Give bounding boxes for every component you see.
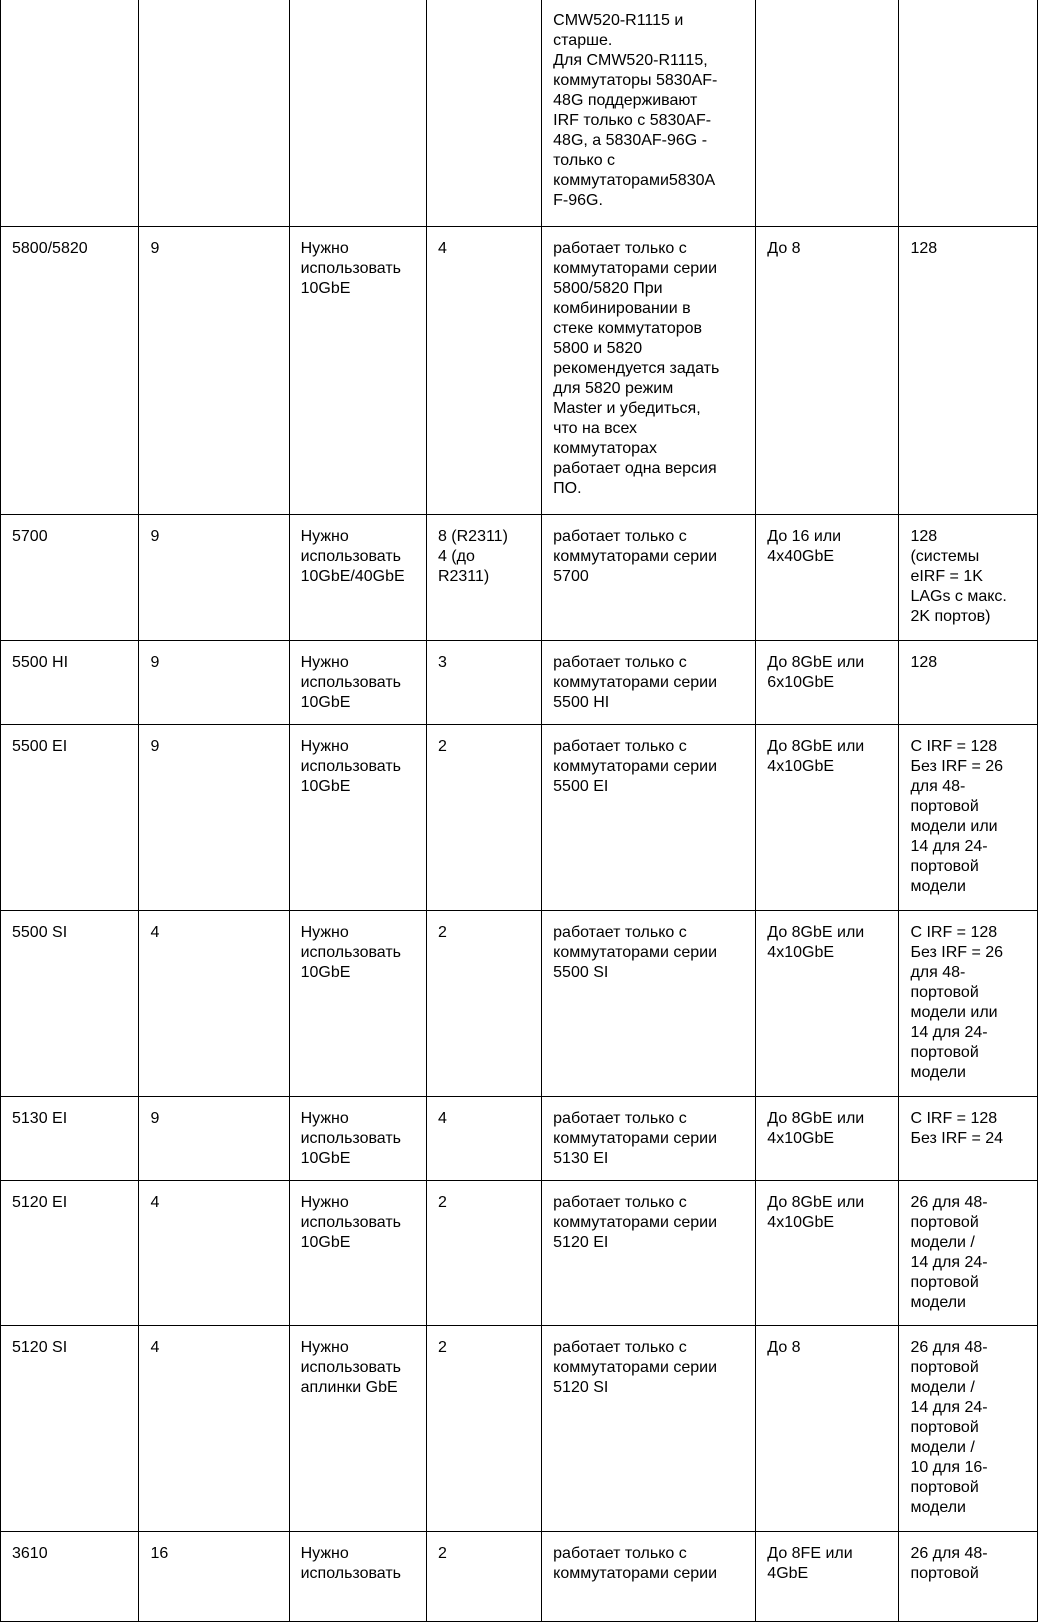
model-cell: 5120 EI — [1, 1181, 139, 1326]
connection-cell: Нужно использовать аплинки GbE — [289, 1326, 426, 1532]
table-row — [1, 1181, 1038, 1326]
ports-cell: До 8GbE или 4x10GbE — [756, 1097, 899, 1181]
lag-cell: С IRF = 128 Без IRF = 26 для 48- портовой модели или 14 для 24- портовой модели — [899, 911, 1038, 1097]
stack-size-cell — [139, 0, 289, 227]
table-row — [1, 515, 1038, 641]
connection-cell — [289, 0, 426, 227]
lag-cell — [899, 0, 1038, 227]
table-row — [1, 1097, 1038, 1181]
stack-size-cell: 9 — [139, 515, 289, 641]
compatibility-cell: работает только с коммутаторами серии 5120 EI — [542, 1181, 756, 1326]
stack-size-cell: 9 — [139, 725, 289, 911]
ports-cell: До 8FE или 4GbE — [756, 1532, 899, 1622]
stack-size-cell: 16 — [139, 1532, 289, 1622]
stack-size-cell: 4 — [139, 911, 289, 1097]
value4-cell: 2 — [426, 1326, 541, 1532]
compatibility-cell: работает только с коммутаторами серии 5800/5820 При комбинировании в стеке коммутаторов 5800 и 5820 рекомендуется задать для 5820 режим Master и убедиться, что на всех коммутаторах работает одна версия ПО. — [542, 227, 756, 515]
table-row — [1, 227, 1038, 515]
table-row — [1, 641, 1038, 725]
stack-size-cell: 9 — [139, 227, 289, 515]
ports-cell: До 8GbE или 4x10GbE — [756, 1181, 899, 1326]
value4-cell: 2 — [426, 911, 541, 1097]
ports-cell: До 16 или 4x40GbE — [756, 515, 899, 641]
connection-cell: Нужно использовать 10GbE — [289, 911, 426, 1097]
model-cell: 5500 SI — [1, 911, 139, 1097]
lag-cell: С IRF = 128 Без IRF = 24 — [899, 1097, 1038, 1181]
ports-cell: До 8GbE или 4x10GbE — [756, 911, 899, 1097]
connection-cell: Нужно использовать 10GbE — [289, 1097, 426, 1181]
model-cell: 3610 — [1, 1532, 139, 1622]
stack-size-cell: 4 — [139, 1326, 289, 1532]
table-row — [1, 1532, 1038, 1622]
model-cell — [1, 0, 139, 227]
ports-cell: До 8 — [756, 1326, 899, 1532]
model-cell: 5130 EI — [1, 1097, 139, 1181]
lag-cell: 26 для 48- портовой модели / 14 для 24- портовой модели — [899, 1181, 1038, 1326]
model-cell: 5800/5820 — [1, 227, 139, 515]
value4-cell: 4 — [426, 227, 541, 515]
connection-cell: Нужно использовать 10GbE — [289, 725, 426, 911]
connection-cell: Нужно использовать 10GbE — [289, 641, 426, 725]
stack-size-cell: 9 — [139, 641, 289, 725]
lag-cell: С IRF = 128 Без IRF = 26 для 48- портовой модели или 14 для 24- портовой модели — [899, 725, 1038, 911]
value4-cell: 2 — [426, 1532, 541, 1622]
compatibility-cell: работает только с коммутаторами серии 5700 — [542, 515, 756, 641]
value4-cell: 4 — [426, 1097, 541, 1181]
stack-size-cell: 9 — [139, 1097, 289, 1181]
stack-size-cell: 4 — [139, 1181, 289, 1326]
compatibility-cell: работает только с коммутаторами серии — [542, 1532, 756, 1622]
value4-cell — [426, 0, 541, 227]
connection-cell: Нужно использовать — [289, 1532, 426, 1622]
connection-cell: Нужно использовать 10GbE — [289, 227, 426, 515]
ports-cell — [756, 0, 899, 227]
model-cell: 5700 — [1, 515, 139, 641]
compatibility-cell: работает только с коммутаторами серии 5130 EI — [542, 1097, 756, 1181]
table-row — [1, 0, 1038, 227]
ports-cell: До 8GbE или 6x10GbE — [756, 641, 899, 725]
model-cell: 5500 HI — [1, 641, 139, 725]
model-cell: 5500 EI — [1, 725, 139, 911]
compatibility-cell: работает только с коммутаторами серии 5500 SI — [542, 911, 756, 1097]
lag-cell: 128 (системы eIRF = 1K LAGs с макс. 2K портов) — [899, 515, 1038, 641]
lag-cell: 128 — [899, 227, 1038, 515]
table-row — [1, 725, 1038, 911]
table-row — [1, 1326, 1038, 1532]
lag-cell: 128 — [899, 641, 1038, 725]
compatibility-cell: работает только с коммутаторами серии 5500 EI — [542, 725, 756, 911]
compatibility-cell: работает только с коммутаторами серии 5500 HI — [542, 641, 756, 725]
value4-cell: 3 — [426, 641, 541, 725]
model-cell: 5120 SI — [1, 1326, 139, 1532]
lag-cell: 26 для 48- портовой модели / 14 для 24- портовой модели / 10 для 16- портовой модели — [899, 1326, 1038, 1532]
compatibility-cell: работает только с коммутаторами серии 5120 SI — [542, 1326, 756, 1532]
connection-cell: Нужно использовать 10GbE — [289, 1181, 426, 1326]
value4-cell: 2 — [426, 1181, 541, 1326]
lag-cell: 26 для 48- портовой — [899, 1532, 1038, 1622]
ports-cell: До 8GbE или 4x10GbE — [756, 725, 899, 911]
value4-cell: 8 (R2311) 4 (до R2311) — [426, 515, 541, 641]
value4-cell: 2 — [426, 725, 541, 911]
ports-cell: До 8 — [756, 227, 899, 515]
compatibility-cell: CMW520-R1115 и старше. Для CMW520-R1115, коммутаторы 5830AF- 48G поддерживают IRF только с 5830AF- 48G, а 5830AF-96G - только с коммутаторами5830A F-96G. — [542, 0, 756, 227]
connection-cell: Нужно использовать 10GbE/40GbE — [289, 515, 426, 641]
table-row — [1, 911, 1038, 1097]
